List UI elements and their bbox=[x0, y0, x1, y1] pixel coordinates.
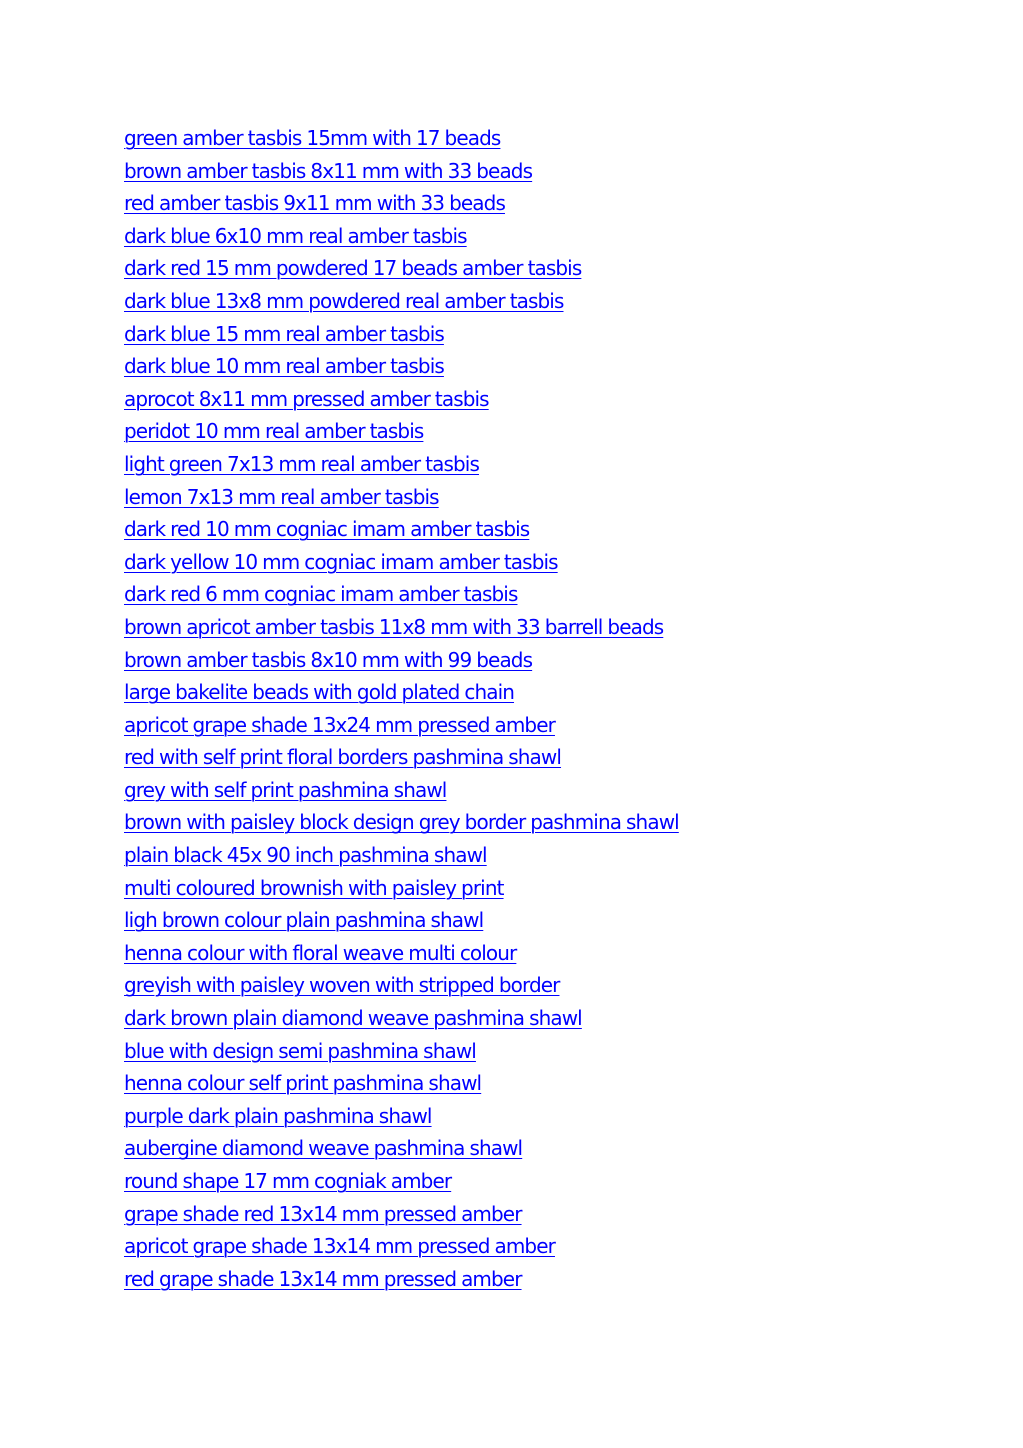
product-link[interactable]: dark red 15 mm powdered 17 beads amber tasbis bbox=[124, 256, 582, 281]
product-link[interactable]: dark red 10 mm cogniac imam amber tasbis bbox=[124, 517, 530, 542]
list-item bbox=[124, 806, 679, 839]
list-item bbox=[124, 481, 679, 514]
product-link[interactable]: grey with self print pashmina shawl bbox=[124, 777, 447, 802]
list-item bbox=[124, 285, 679, 318]
product-link[interactable]: henna colour self print pashmina shawl bbox=[124, 1071, 482, 1096]
list-item bbox=[124, 937, 679, 970]
list-item bbox=[124, 350, 679, 383]
list-item bbox=[124, 611, 679, 644]
product-link[interactable]: red with self print floral borders pashmina shawl bbox=[124, 745, 562, 770]
list-item bbox=[124, 318, 679, 351]
list-item bbox=[124, 904, 679, 937]
list-item bbox=[124, 187, 679, 220]
product-link[interactable]: multi coloured brownish with paisley print bbox=[124, 875, 504, 900]
product-link[interactable]: brown amber tasbis 8x11 mm with 33 beads bbox=[124, 158, 533, 183]
product-link[interactable]: large bakelite beads with gold plated chain bbox=[124, 680, 515, 705]
list-item bbox=[124, 1035, 679, 1068]
product-link[interactable]: brown apricot amber tasbis 11x8 mm with 33 barrell beads bbox=[124, 614, 664, 639]
list-item bbox=[124, 252, 679, 285]
list-item bbox=[124, 415, 679, 448]
list-item bbox=[124, 872, 679, 905]
list-item bbox=[124, 546, 679, 579]
list-item bbox=[124, 155, 679, 188]
list-item bbox=[124, 220, 679, 253]
product-link-list bbox=[124, 122, 679, 1295]
list-item bbox=[124, 578, 679, 611]
product-link[interactable]: dark blue 13x8 mm powdered real amber tasbis bbox=[124, 288, 564, 313]
list-item bbox=[124, 383, 679, 416]
list-item bbox=[124, 969, 679, 1002]
list-item bbox=[124, 1100, 679, 1133]
product-link[interactable]: grape shade red 13x14 mm pressed amber bbox=[124, 1201, 522, 1226]
list-item bbox=[124, 774, 679, 807]
list-item bbox=[124, 1198, 679, 1231]
list-item bbox=[124, 644, 679, 677]
product-link[interactable]: brown amber tasbis 8x10 mm with 99 beads bbox=[124, 647, 533, 672]
list-item bbox=[124, 122, 679, 155]
product-link[interactable]: dark red 6 mm cogniac imam amber tasbis bbox=[124, 582, 518, 607]
list-item bbox=[124, 1067, 679, 1100]
product-link[interactable]: blue with design semi pashmina shawl bbox=[124, 1038, 476, 1063]
product-link[interactable]: aprocot 8x11 mm pressed amber tasbis bbox=[124, 386, 489, 411]
product-link[interactable]: green amber tasbis 15mm with 17 beads bbox=[124, 126, 501, 150]
list-item bbox=[124, 676, 679, 709]
product-link[interactable]: peridot 10 mm real amber tasbis bbox=[124, 419, 424, 444]
list-item bbox=[124, 513, 679, 546]
product-link[interactable]: round shape 17 mm cogniak amber bbox=[124, 1169, 452, 1193]
product-link[interactable]: dark brown plain diamond weave pashmina shawl bbox=[124, 1006, 582, 1031]
list-item bbox=[124, 839, 679, 872]
product-link[interactable]: dark blue 6x10 mm real amber tasbis bbox=[124, 223, 467, 248]
product-link[interactable]: plain black 45x 90 inch pashmina shawl bbox=[124, 843, 487, 868]
product-link[interactable]: light green 7x13 mm real amber tasbis bbox=[124, 451, 479, 476]
product-link[interactable]: brown with paisley block design grey border pashmina shawl bbox=[124, 810, 679, 835]
product-link[interactable]: dark blue 15 mm real amber tasbis bbox=[124, 321, 444, 346]
list-item bbox=[124, 1002, 679, 1035]
product-link[interactable]: red amber tasbis 9x11 mm with 33 beads bbox=[124, 191, 505, 216]
list-item bbox=[124, 1263, 679, 1296]
product-link[interactable]: dark yellow 10 mm cogniac imam amber tasbis bbox=[124, 549, 558, 574]
product-link[interactable]: ligh brown colour plain pashmina shawl bbox=[124, 908, 484, 933]
list-item bbox=[124, 741, 679, 774]
product-link[interactable]: purple dark plain pashmina shawl bbox=[124, 1103, 432, 1128]
product-link[interactable]: lemon 7x13 mm real amber tasbis bbox=[124, 484, 439, 509]
product-link[interactable]: henna colour with floral weave multi colour bbox=[124, 940, 517, 965]
product-link[interactable]: apricot grape shade 13x24 mm pressed amber bbox=[124, 712, 555, 737]
list-item bbox=[124, 1132, 679, 1165]
product-link[interactable]: red grape shade 13x14 mm pressed amber bbox=[124, 1266, 522, 1291]
list-item bbox=[124, 1165, 679, 1198]
product-link[interactable]: dark blue 10 mm real amber tasbis bbox=[124, 354, 444, 379]
product-link[interactable]: aubergine diamond weave pashmina shawl bbox=[124, 1136, 523, 1161]
product-link[interactable]: greyish with paisley woven with stripped border bbox=[124, 973, 560, 998]
list-item bbox=[124, 448, 679, 481]
list-item bbox=[124, 709, 679, 742]
list-item bbox=[124, 1230, 679, 1263]
product-link[interactable]: apricot grape shade 13x14 mm pressed amber bbox=[124, 1234, 555, 1259]
